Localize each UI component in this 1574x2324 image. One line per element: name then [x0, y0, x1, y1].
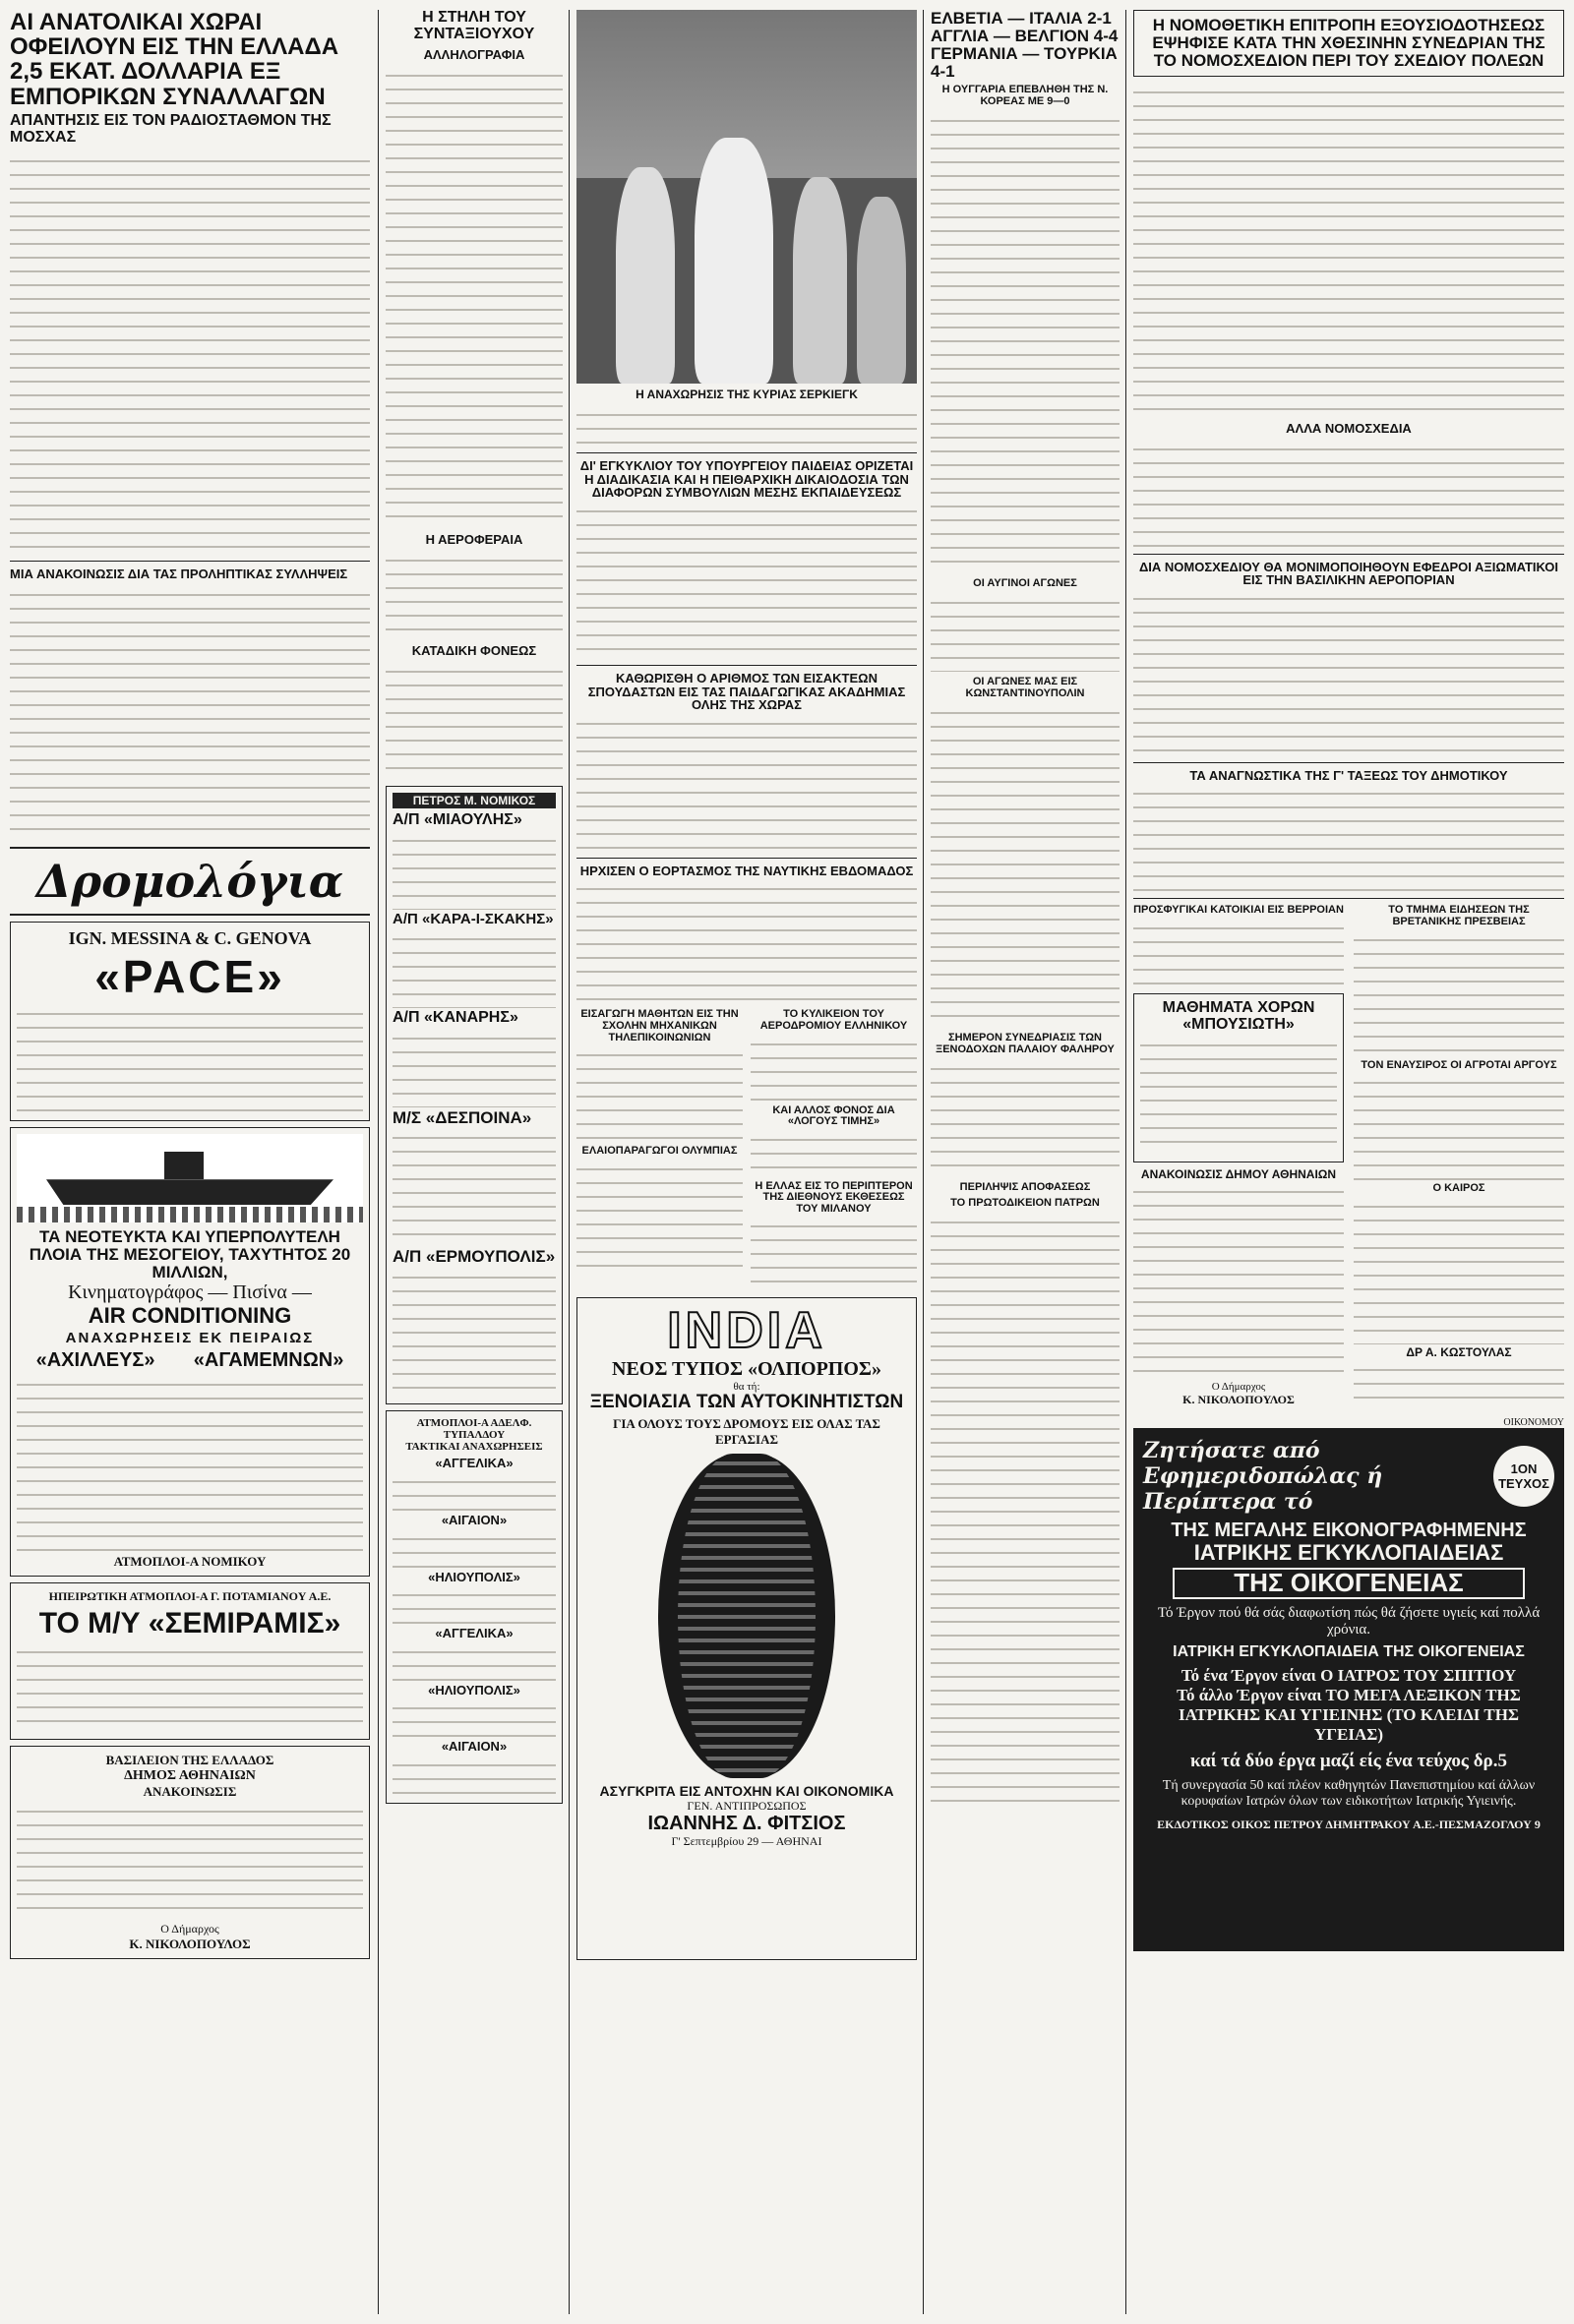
- ship-ad: [10, 1127, 370, 1576]
- ship-ermoupolis: Α/Π «ΕΡΜΟΥΠΟΛΙΣ»: [393, 1247, 556, 1267]
- nomikos-logo: ΠΕΤΡΟΣ Μ. ΝΟΜΙΚΟΣ: [393, 793, 556, 809]
- column-rule: [923, 10, 924, 2314]
- atmoploia-nomikou: ΑΤΜΟΠΛΟΙ-Α ΝΟΜΙΚΟΥ: [113, 1553, 267, 1569]
- ship-angeliki: «ΑΓΓΕΛΙΚΑ»: [435, 1456, 514, 1471]
- article-headline: ΣΗΜΕΡΟΝ ΣΥΝΕΔΡΙΑΣΙΣ ΤΩΝ ΞΕΝΟΔΟΧΩΝ ΠΑΛΑΙΟΥ ΦΑΛΗΡΟΥ: [936, 1032, 1115, 1056]
- column-2: [386, 10, 563, 2314]
- ad-line7: Τό άλλο Έργον είναι ΤΟ ΜΕΓΑ ΛΕΞΙΚΟΝ ΤΗΣ ΙΑΤΡΙΚΗΣ ΚΑΙ ΥΓΙΕΙΝΗΣ (ΤΟ ΚΛΕΙΔΙ ΤΗΣ ΥΓΕΙΑΣ): [1177, 1686, 1521, 1745]
- news-photo: [576, 10, 917, 384]
- notice-label: ΑΝΑΚΟΙΝΩΣΙΣ: [143, 1784, 237, 1800]
- main-headline-left: ΑΙ ΑΝΑΤΟΛΙΚΑΙ ΧΩΡΑΙ ΟΦΕΙΛΟΥΝ ΕΙΣ ΤΗΝ ΕΛΛΑΔΑ 2,5 ΕΚΑΤ. ΔΟΛΛΑΡΙΑ ΕΞ ΕΜΠΟΡΙΚΩΝ ΣΥΝΑΛΛΑΓΩΝ: [10, 10, 339, 110]
- ship-ad-line3: AIR CONDITIONING: [88, 1302, 292, 1328]
- encyclopedia-ad: [1133, 1428, 1564, 1951]
- article-headline: ΕΙΣΑΓΩΓΗ ΜΑΘΗΤΩΝ ΕΙΣ ΤΗΝ ΣΧΟΛΗΝ ΜΗΧΑΝΙΚΩΝ ΤΗΛΕΠΙΚΟΙΝΩΝΙΩΝ: [580, 1008, 739, 1043]
- article-headline: ΑΝΑΚΟΙΝΩΣΙΣ ΔΗΜΟΥ ΑΘΗΝΑΙΩΝ: [1140, 1166, 1337, 1181]
- india-tire-ad: [576, 1297, 917, 1960]
- column-title: Η ΣΤΗΛΗ ΤΟΥ ΣΥΝΤΑΞΙΟΥΧΟΥ: [413, 10, 535, 42]
- article-headline: ΟΙ ΑΓΩΝΕΣ ΜΑΣ ΕΙΣ ΚΩΝΣΤΑΝΤΙΝΟΥΠΟΛΙΝ: [965, 676, 1085, 700]
- mayor-label: Ο Δήμαρχος: [160, 1922, 219, 1937]
- article-headline: ΤΑ ΑΝΑΓΝΩΣΤΙΚΑ ΤΗΣ Γ' ΤΑΞΕΩΣ ΤΟΥ ΔΗΜΟΤΙΚΟΥ: [1189, 767, 1508, 783]
- india-line2: ΓΙΑ ΟΛΟΥΣ ΤΟΥΣ ΔΡΟΜΟΥΣ ΕΙΣ ΟΛΑΣ ΤΑΣ ΕΡΓΑΣΙΑΣ: [613, 1415, 880, 1447]
- india-brand: INDIA: [667, 1302, 826, 1360]
- column-5: [1133, 10, 1564, 2314]
- nomikos-schedule: [386, 786, 563, 1405]
- mayor-label: Ο Δήμαρχος: [1211, 1381, 1266, 1394]
- messina-name: IGN. MESSINA & C. GENOVA: [68, 927, 312, 948]
- article-headline: ΗΡΧΙΣΕΝ Ο ΕΟΡΤΑΣΜΟΣ ΤΗΣ ΝΑΥΤΙΚΗΣ ΕΒΔΟΜΑΔΟΣ: [579, 863, 914, 878]
- subheadline: ΑΠΑΝΤΗΣΙΣ ΕΙΣ ΤΟΝ ΡΑΔΙΟΣΤΑΘΜΟΝ ΤΗΣ ΜΟΣΧΑΣ: [10, 111, 332, 146]
- semiramis-ad: [10, 1582, 370, 1741]
- letters-label: ΑΛΛΗΛΟΓΡΑΦΙΑ: [423, 46, 525, 62]
- ship-ilioupolis: «ΗΛΙΟΥΠΟΛΙΣ»: [428, 1682, 520, 1698]
- article-headline: ΔΙΑ ΝΟΜΟΣΧΕΔΙΟΥ ΘΑ ΜΟΝΙΜΟΠΟΙΗΘΟΥΝ ΕΦΕΔΡΟΙ ΑΞΙΩΜΑΤΙΚΟΙ ΕΙΣ ΤΗΝ ΒΑΣΙΛΙΚΗΝ ΑΕΡΟΠΟΡΙΑΝ: [1138, 559, 1559, 588]
- ad-line6: Τό ένα Έργον είναι Ο ΙΑΤΡΟΣ ΤΟΥ ΣΠΙΤΙΟΥ: [1180, 1666, 1517, 1686]
- sports-subhead: Η ΟΥΓΓΑΡΙΑ ΕΠΕΒΛΗΘΗ ΤΗΣ Ν. ΚΟΡΕΑΣ ΜΕ 9—0: [941, 84, 1109, 108]
- india-line5: ΙΩΑΝΝΗΣ Δ. ΦΙΤΣΙΟΣ: [647, 1812, 846, 1834]
- score-2: ΑΓΓΛΙΑ — ΒΕΛΓΙΟΝ 4-4: [931, 26, 1119, 45]
- india-line3: ΑΣΥΓΚΡΙΤΑ ΕΙΣ ΑΝΤΟΧΗΝ ΚΑΙ ΟΙΚΟΝΟΜΙΚΑ: [599, 1782, 894, 1799]
- article-headline: ΤΟ ΚΥΛΙΚΕΙΟΝ ΤΟΥ ΑΕΡΟΔΡΟΜΙΟΥ ΕΛΛΗΝΙΚΟΥ: [759, 1008, 908, 1033]
- taktikai-label: ΤΑΚΤΙΚΑΙ ΑΝΑΧΩΡΗΣΕΙΣ: [405, 1441, 543, 1454]
- tire-illustration: [638, 1454, 855, 1778]
- article-headline: ΜΙΑ ΑΝΑΚΟΙΝΩΣΙΣ ΔΙΑ ΤΑΣ ΠΡΟΛΗΠΤΙΚΑΣ ΣΥΛΛΗΨΕΙΣ: [10, 566, 348, 582]
- article-headline: ΔΙ' ΕΓΚΥΚΛΙΟΥ ΤΟΥ ΥΠΟΥΡΓΕΙΟΥ ΠΑΙΔΕΙΑΣ ΟΡΙΖΕΤΑΙ Η ΔΙΑΔΙΚΑΣΙΑ ΚΑΙ Η ΠΕΙΘΑΡΧΙΚΗ ΔΙΚΑΙΟΔΟΣΙΑ ΤΩΝ ΔΙΑΦΟΡΩΝ ΣΥΜΒΟΥΛΙΩΝ ΜΕΣΗΣ ΕΚΠΑΙΔΕΥΣΕΩΣ: [579, 458, 914, 501]
- india-line4: ΓΕΝ. ΑΝΤΙΠΡΟΣΩΠΟΣ: [687, 1798, 807, 1813]
- ad-source: ΟΙΚΟΝΟΜΟΥ: [1503, 1417, 1564, 1429]
- lead-story-box: [1133, 10, 1564, 77]
- article-headline: ΕΛΑΙΟΠΑΡΑΓΩΓΟΙ ΟΛΥΜΠΙΑΣ: [581, 1145, 738, 1158]
- column-rule: [378, 10, 379, 2314]
- ad-line10: ΕΚΔΟΤΙΚΟΣ ΟΙΚΟΣ ΠΕΤΡΟΥ ΔΗΜΗΤΡΑΚΟΥ Α.Ε.-ΠΕΣΜΑΖΟΓΛΟΥ 9: [1157, 1817, 1541, 1832]
- ad-script: Ζητήσατε από Εφημεριδοπώλας ή Περίπτερα τό: [1143, 1438, 1383, 1516]
- typaldou-label: ΑΤΜΟΠΛΟΙ-Α ΑΔΕΛΦ. ΤΥΠΑΛΔΟΥ: [416, 1417, 532, 1442]
- dance-lessons-ad: [1133, 993, 1344, 1162]
- article-headline: Η ΕΛΛΑΣ ΕΙΣ ΤΟ ΠΕΡΙΠΤΕΡΟΝ ΤΗΣ ΔΙΕΘΝΟΥΣ ΕΚΘΕΣΕΩΣ ΤΟΥ ΜΙΛΑΝΟΥ: [755, 1179, 913, 1215]
- article-headline: ΟΙ ΑΥΓΙΝΟΙ ΑΓΩΝΕΣ: [973, 577, 1077, 590]
- ship-aigaion: «ΑΙΓΑΙΟΝ»: [441, 1739, 508, 1755]
- messina-ad: [10, 922, 370, 1121]
- ship-ad-line2: Κινηματογράφος — Πισίνα —: [68, 1281, 312, 1303]
- ad-line9: Τή συνεργασία 50 καί πλέον καθηγητών Πανεπιστημίου καί άλλων κορυφαίων Ιατρών όλων των ειδικοτήτων Ιατρικής Υγιεινής.: [1162, 1778, 1536, 1810]
- pace-ship: «PACE»: [94, 950, 285, 1002]
- score-1: ΕΛΒΕΤΙΑ — ΙΤΑΛΙΑ 2-1: [931, 10, 1112, 28]
- ad-line3: ΤΗΣ ΟΙΚΟΓΕΝΕΙΑΣ: [1173, 1568, 1525, 1598]
- kingdom-label: ΒΑΣΙΛΕΙΟΝ ΤΗΣ ΕΛΛΑΔΟΣ: [105, 1753, 274, 1768]
- column-rule: [569, 10, 570, 2314]
- dimos-label: ΔΗΜΟΣ ΑΘΗΝΑΙΩΝ: [124, 1768, 256, 1784]
- article-subhead: ΑΛΛΑ ΝΟΜΟΣΧΕΔΙΑ: [1286, 420, 1412, 436]
- ship-achilleus: «ΑΧΙΛΛΕΥΣ»: [35, 1348, 155, 1371]
- photo-caption: Η ΑΝΑΧΩΡΗΣΙΣ ΤΗΣ ΚΥΡΙΑΣ ΣΕΡΚΙΕΓΚ: [636, 387, 858, 401]
- ad-line1: ΤΗΣ ΜΕΓΑΛΗΣ ΕΙΚΟΝΟΓΡΑΦΗΜΕΝΗΣ: [1171, 1520, 1527, 1542]
- main-headline-right: Η ΝΟΜΟΘΕΤΙΚΗ ΕΠΙΤΡΟΠΗ ΕΞΟΥΣΙΟΔΟΤΗΣΕΩΣ ΕΨΗΦΙΣΕ ΚΑΤΑ ΤΗΝ ΧΘΕΣΙΝΗΝ ΣΥΝΕΔΡΙΑΝ ΤΗΣ ΤΟ ΝΟΜΟΣΧΕΔΙΟΝ ΠΕΡΙ ΤΟΥ ΣΧΕΔΙΟΥ ΠΟΛΕΩΝ: [1152, 16, 1545, 70]
- ship-angeliki: «ΑΓΓΕΛΙΚΑ»: [435, 1626, 514, 1641]
- ad-line4: Τό Έργον πού θά σάς διαφωτίση πώς θά ζήσετε υγιείς καί πολλά χρόνια.: [1157, 1604, 1541, 1638]
- ship-kanaris: Α/Π «ΚΑΝΑΡΗΣ»: [393, 1008, 518, 1026]
- doctor-name: ΔΡ Α. ΚΩΣΤΟΥΛΑΣ: [1406, 1344, 1512, 1359]
- ship-ad-line4: ΑΝΑΧΩΡΗΣΕΙΣ ΕΚ ΠΕΙΡΑΙΩΣ: [65, 1329, 315, 1346]
- article-body: [10, 151, 370, 555]
- article-headline: ΤΟΝ ΕΝΑΥΣΙΡΟΣ ΟΙ ΑΓΡΟΤΑΙ ΑΡΓΟΥΣ: [1361, 1058, 1557, 1071]
- article-headline: ΠΡΟΣΦΥΓΙΚΑΙ ΚΑΤΟΙΚΙΑΙ ΕΙΣ ΒΕΡΡΟΙΑΝ: [1133, 904, 1344, 917]
- catadiki-label: ΚΑΤΑΔΙΚΗ ΦΟΝΕΩΣ: [411, 642, 537, 658]
- ship-karaiskakis: Α/Π «ΚΑΡΑ-Ι-ΣΚΑΚΗΣ»: [393, 910, 554, 927]
- ad-line2: ΙΑΤΡΙΚΗΣ ΕΓΚΥΚΛΟΠΑΙΔΕΙΑΣ: [1193, 1540, 1504, 1566]
- article-headline: ΚΑΘΩΡΙΣΘΗ Ο ΑΡΙΘΜΟΣ ΤΩΝ ΕΙΣΑΚΤΕΩΝ ΣΠΟΥΔΑΣΤΩΝ ΕΙΣ ΤΑΣ ΠΑΙΔΑΓΩΓΙΚΑΣ ΑΚΑΔΗΜΙΑΣ ΟΛΗΣ ΤΗΣ ΧΩΡΑΣ: [587, 670, 906, 713]
- mayor-name: Κ. ΝΙΚΟΛΟΠΟΥΛΟΣ: [1182, 1393, 1295, 1407]
- article-headline: ΤΟ ΤΜΗΜΑ ΕΙΔΗΣΕΩΝ ΤΗΣ ΒΡΕΤΑΝΙΚΗΣ ΠΡΕΣΒΕΙΑΣ: [1388, 904, 1530, 927]
- column-3: [576, 10, 917, 2314]
- article-headline: ΠΕΡΙΛΗΨΙΣ ΑΠΟΦΑΣΕΩΣ: [959, 1181, 1091, 1194]
- india-line1: ΞΕΝΟΙΑΣΙΑ ΤΩΝ ΑΥΤΟΚΙΝΗΤΙΣΤΩΝ: [589, 1391, 904, 1412]
- score-3: ΓΕΡΜΑΝΙΑ — ΤΟΥΡΚΙΑ 4-1: [931, 43, 1118, 81]
- ship-ilioupolis: «ΗΛΙΟΥΠΟΛΙΣ»: [428, 1569, 520, 1584]
- semiramis-title: ΤΟ Μ/Υ «ΣΕΜΙΡΑΜΙΣ»: [38, 1606, 341, 1639]
- ad-line5: ΙΑΤΡΙΚΗ ΕΓΚΥΚΛΟΠΑΙΔΕΙΑ ΤΗΣ ΟΙΚΟΓΕΝΕΙΑΣ: [1173, 1642, 1525, 1660]
- article-headline: ΤΟ ΠΡΩΤΟΔΙΚΕΙΟΝ ΠΑΤΡΩΝ: [950, 1197, 1100, 1210]
- article-body: [10, 585, 370, 841]
- aerophoria-label: Η ΑΕΡΟΦΕΡΑΙΑ: [425, 531, 523, 547]
- ship-agamemnon: «ΑΓΑΜΕΜΝΩΝ»: [193, 1348, 344, 1371]
- municipal-notice: [10, 1746, 370, 1959]
- india-line6: Γ' Σεπτεμβρίου 29 — ΑΘΗΝΑΙ: [671, 1833, 822, 1848]
- article-headline: ΚΑΙ ΑΛΛΟΣ ΦΟΝΟΣ ΔΙΑ «ΛΟΓΟΥΣ ΤΙΜΗΣ»: [772, 1103, 895, 1128]
- column-4: [931, 10, 1120, 2314]
- ship-miaoulis: Α/Π «ΜΙΑΟΥΛΗΣ»: [393, 811, 522, 829]
- issue-badge: 1ΟΝ ΤΕΥΧΟΣ: [1493, 1446, 1554, 1507]
- typaldou-schedule: [386, 1410, 563, 1804]
- ship-illustration: [17, 1134, 363, 1222]
- dance-title: ΜΑΘΗΜΑΤΑ ΧΟΡΩΝ «ΜΠΟΥΣΙΩΤΗ»: [1162, 999, 1315, 1033]
- ad-line8: καί τά δύο έργα μαζί είς ένα τεύχος δρ.5: [1190, 1751, 1507, 1772]
- india-type: ΝΕΟΣ ΤΥΠΟΣ «ΟΛΠΟΡΠΟΣ»: [612, 1357, 881, 1380]
- mayor-name: Κ. ΝΙΚΟΛΟΠΟΥΛΟΣ: [129, 1937, 251, 1952]
- weather-headline: Ο ΚΑΙΡΟΣ: [1432, 1182, 1485, 1195]
- ship-despoina: Μ/Σ «ΔΕΣΠΟΙΝΑ»: [393, 1107, 532, 1127]
- potamianou-label: ΗΠΕΙΡΩΤΙΚΗ ΑΤΜΟΠΛΟΙ-Α Γ. ΠΟΤΑΜΙΑΝΟΥ Α.Ε.: [48, 1588, 332, 1603]
- schedules-title: Δρομολόγια: [35, 854, 344, 908]
- ship-ad-line1: ΤΑ ΝΕΟΤΕΥΚΤΑ ΚΑΙ ΥΠΕΡΠΟΛΥΤΕΛΗ ΠΛΟΙΑ ΤΗΣ ΜΕΣΟΓΕΙΟΥ, ΤΑΧΥΤΗΤΟΣ 20 ΜΙΛΛΙΩΝ,: [29, 1227, 351, 1281]
- india-the: θα τή:: [733, 1380, 760, 1393]
- column-rule: [1125, 10, 1126, 2314]
- column-1: [10, 10, 370, 2314]
- ship-aigaion: «ΑΙΓΑΙΟΝ»: [441, 1512, 508, 1527]
